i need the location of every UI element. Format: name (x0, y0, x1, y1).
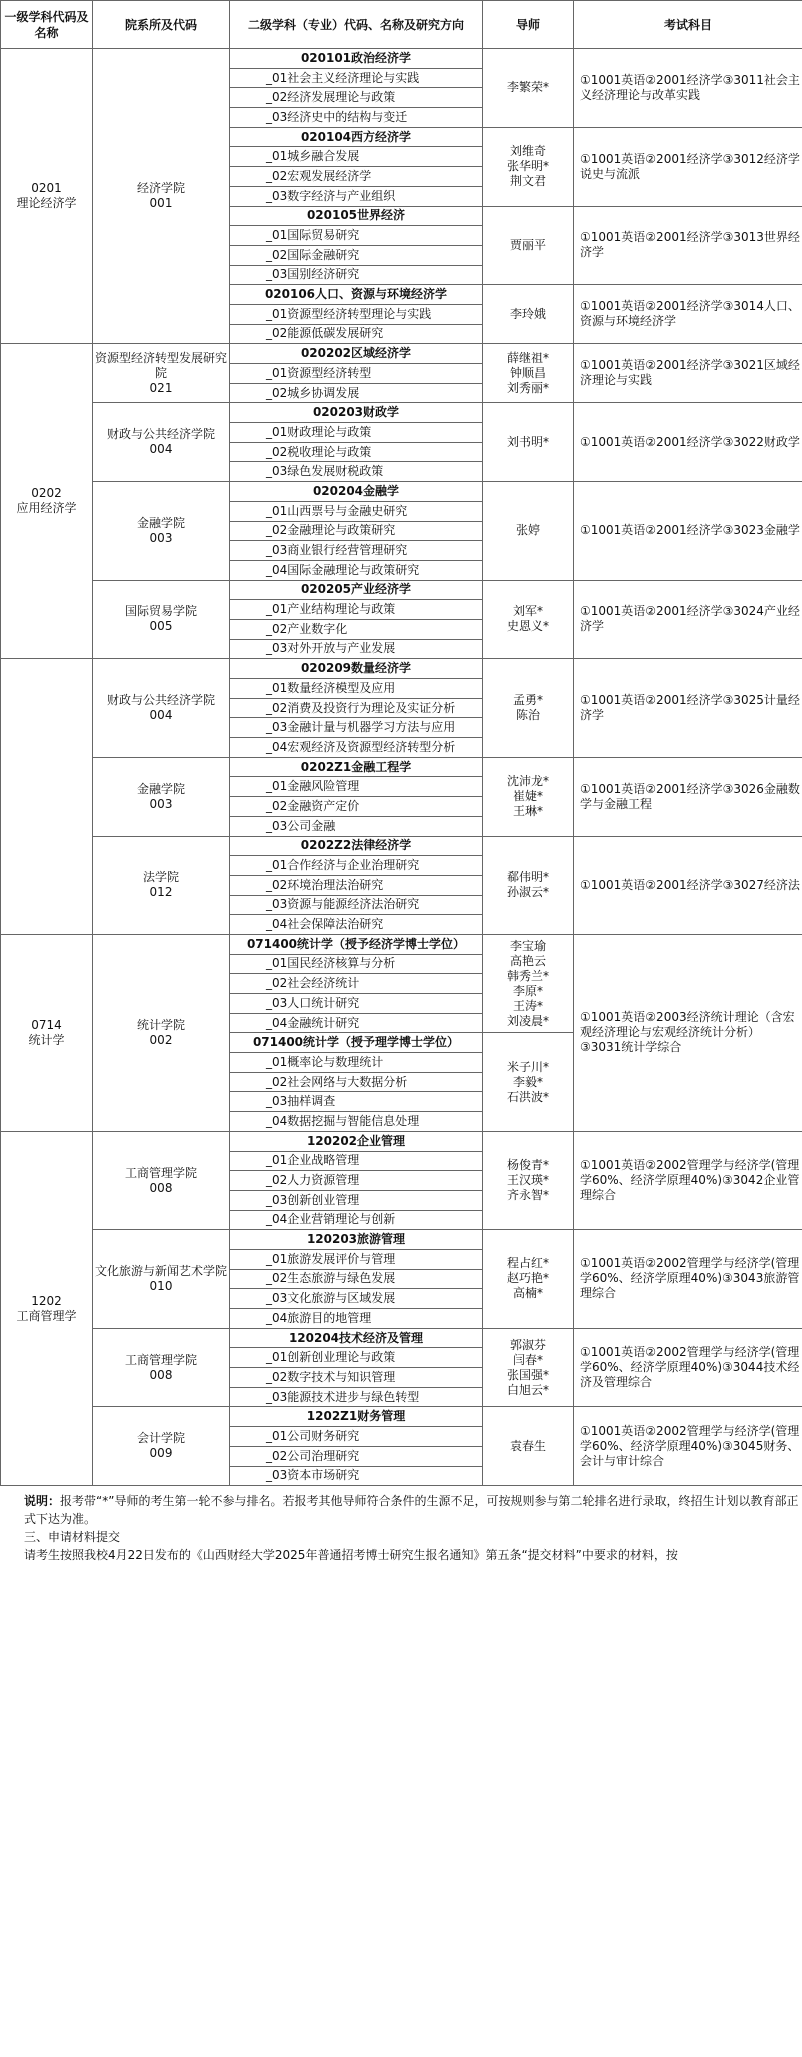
direction-item: _03资本市场研究 (230, 1466, 483, 1486)
advisor-cell: 李宝瑜 高艳云 韩秀兰* 李原* 王涛* 刘凌晨* (483, 934, 574, 1032)
direction-item: _01国民经济核算与分析 (230, 954, 483, 974)
direction-item: _01创新创业理论与政策 (230, 1348, 483, 1368)
advisor-cell: 李玲娥 (483, 285, 574, 344)
direction-item: _03资源与能源经济法治研究 (230, 895, 483, 915)
direction-item: _02金融资产定价 (230, 797, 483, 817)
header-exam: 考试科目 (574, 1, 802, 49)
advisor-cell: 程占红* 赵巧艳* 高楠* (483, 1230, 574, 1328)
direction-item: _01财政理论与政策 (230, 423, 483, 443)
direction-item: _03人口统计研究 (230, 994, 483, 1014)
direction-item: _03对外开放与产业发展 (230, 639, 483, 659)
direction-item: _03绿色发展财税政策 (230, 462, 483, 482)
major-title: 120203旅游管理 (230, 1230, 483, 1250)
direction-item: _02城乡协调发展 (230, 383, 483, 403)
direction-item: _02公司治理研究 (230, 1446, 483, 1466)
direction-item: _03国别经济研究 (230, 265, 483, 285)
direction-item: _01金融风险管理 (230, 777, 483, 797)
direction-item: _03公司金融 (230, 816, 483, 836)
major-row (1, 49, 802, 69)
direction-item: _02消费及投资行为理论及实证分析 (230, 698, 483, 718)
department-cell: 统计学院 002 (93, 934, 230, 1131)
direction-item: _01合作经济与企业治理研究 (230, 856, 483, 876)
department-cell: 资源型经济转型发展研究院 021 (93, 344, 230, 403)
major-row (1, 344, 802, 364)
exam-cell: ①1001英语②2001经济学③3012经济学说史与流派 (574, 127, 802, 206)
direction-item: _02税收理论与政策 (230, 442, 483, 462)
direction-item: _01国际贸易研究 (230, 226, 483, 246)
direction-item: _02经济发展理论与政策 (230, 88, 483, 108)
direction-item: _02人力资源管理 (230, 1171, 483, 1191)
direction-item: _03抽样调查 (230, 1092, 483, 1112)
advisor-cell: 郭淑芬 闫春* 张国强* 白旭云* (483, 1328, 574, 1407)
major-title: 020104西方经济学 (230, 127, 483, 147)
exam-cell: ①1001英语②2001经济学③3023金融学 (574, 482, 802, 580)
major-row (1, 1407, 802, 1427)
direction-item: _01城乡融合发展 (230, 147, 483, 167)
department-cell: 工商管理学院 008 (93, 1131, 230, 1229)
direction-item: _04金融统计研究 (230, 1013, 483, 1033)
discipline-cell: 1202 工商管理学 (1, 1131, 93, 1485)
department-cell: 金融学院 003 (93, 482, 230, 580)
major-title: 020105世界经济 (230, 206, 483, 226)
discipline-cell (1, 659, 93, 935)
direction-item: _02国际金融研究 (230, 245, 483, 265)
department-cell: 财政与公共经济学院 004 (93, 659, 230, 757)
major-row (1, 1230, 802, 1250)
direction-item: _01产业结构理论与政策 (230, 600, 483, 620)
direction-item: _01社会主义经济理论与实践 (230, 68, 483, 88)
note-block (0, 1492, 802, 1564)
direction-item: _02生态旅游与绿色发展 (230, 1269, 483, 1289)
direction-item: _03商业银行经营管理研究 (230, 541, 483, 561)
direction-item: _04企业营销理论与创新 (230, 1210, 483, 1230)
advisor-cell: 沈沛龙* 崔婕* 王琳* (483, 757, 574, 836)
major-title: 020203财政学 (230, 403, 483, 423)
direction-item: _03能源技术进步与绿色转型 (230, 1387, 483, 1407)
major-row (1, 934, 802, 954)
note-continuation: 请考生按照我校4月22日发布的《山西财经大学2025年普通招考博士研究生报名通知》第五条“提交材料”中要求的材料，按 (24, 1548, 678, 1563)
discipline-cell: 0201 理论经济学 (1, 49, 93, 344)
exam-cell: ①1001英语②2001经济学③3011社会主义经济理论与改革实践 (574, 49, 802, 128)
advisor-cell: 贾丽平 (483, 206, 574, 285)
discipline-cell: 0202 应用经济学 (1, 344, 93, 659)
major-title: 020101政治经济学 (230, 49, 483, 69)
header-major: 二级学科（专业）代码、名称及研究方向 (230, 1, 483, 49)
direction-item: _02金融理论与政策研究 (230, 521, 483, 541)
department-cell: 国际贸易学院 005 (93, 580, 230, 659)
advisor-cell: 张婷 (483, 482, 574, 580)
exam-cell: ①1001英语②2001经济学③3014人口、资源与环境经济学 (574, 285, 802, 344)
note-text: 报考带“*”导师的考生第一轮不参与排名。若报考其他导师符合条件的生源不足，可按规则参与第二轮排名进行录取，终招生计划以教育部正式下达为准。 (24, 1494, 799, 1527)
advisor-cell: 刘书明* (483, 403, 574, 482)
direction-item: _02产业数字化 (230, 619, 483, 639)
major-title: 020204金融学 (230, 482, 483, 502)
direction-item: _01资源型经济转型理论与实践 (230, 304, 483, 324)
advisor-cell: 郗伟明* 孙淑云* (483, 836, 574, 934)
direction-item: _01概率论与数理统计 (230, 1053, 483, 1073)
direction-item: _02数字技术与知识管理 (230, 1368, 483, 1388)
major-title: 120204技术经济及管理 (230, 1328, 483, 1348)
direction-item: _03文化旅游与区域发展 (230, 1289, 483, 1309)
department-cell: 经济学院 001 (93, 49, 230, 344)
section-heading: 三、申请材料提交 (24, 1530, 121, 1545)
note-label: 说明： (24, 1494, 61, 1509)
direction-item: _04旅游目的地管理 (230, 1309, 483, 1329)
direction-item: _02宏观发展经济学 (230, 167, 483, 187)
direction-item: _01山西票号与金融史研究 (230, 501, 483, 521)
major-row (1, 757, 802, 777)
major-title: 071400统计学（授予经济学博士学位） (230, 934, 483, 954)
department-cell: 会计学院 009 (93, 1407, 230, 1486)
direction-item: _03金融计量与机器学习方法与应用 (230, 718, 483, 738)
major-title: 120202企业管理 (230, 1131, 483, 1151)
major-title: 071400统计学（授予理学博士学位） (230, 1033, 483, 1053)
advisor-cell: 米子川* 李毅* 石洪波* (483, 1033, 574, 1131)
advisor-cell: 李繁荣* (483, 49, 574, 128)
exam-cell: ①1001英语②2001经济学③3027经济法 (574, 836, 802, 934)
direction-item: _01企业战略管理 (230, 1151, 483, 1171)
exam-cell: ①1001英语②2003经济统计理论（含宏观经济理论与宏观经济统计分析）③3031统计学综合 (574, 934, 802, 1131)
direction-item: _03数字经济与产业组织 (230, 186, 483, 206)
major-row (1, 580, 802, 600)
major-title: 020106人口、资源与环境经济学 (230, 285, 483, 305)
major-title: 1202Z1财务管理 (230, 1407, 483, 1427)
major-title: 020209数量经济学 (230, 659, 483, 679)
major-row (1, 659, 802, 679)
direction-item: _03经济史中的结构与变迁 (230, 108, 483, 128)
exam-cell: ①1001英语②2001经济学③3021区域经济理论与实践 (574, 344, 802, 403)
advisor-cell: 袁春生 (483, 1407, 574, 1486)
header-advisor: 导师 (483, 1, 574, 49)
major-title: 0202Z1金融工程学 (230, 757, 483, 777)
direction-item: _02环境治理法治研究 (230, 875, 483, 895)
header-department: 院系所及代码 (93, 1, 230, 49)
direction-item: _01旅游发展评价与管理 (230, 1249, 483, 1269)
major-title: 0202Z2法律经济学 (230, 836, 483, 856)
note-line (0, 1492, 802, 1528)
department-cell: 工商管理学院 008 (93, 1328, 230, 1407)
department-cell: 财政与公共经济学院 004 (93, 403, 230, 482)
exam-cell: ①1001英语②2002管理学与经济学(管理学60%、经济学原理40%)③3045财务、会计与审计综合 (574, 1407, 802, 1486)
direction-item: _01公司财务研究 (230, 1427, 483, 1447)
advisor-cell: 薛继祖* 钟顺昌 刘秀丽* (483, 344, 574, 403)
exam-cell: ①1001英语②2002管理学与经济学(管理学60%、经济学原理40%)③3044技术经济及管理综合 (574, 1328, 802, 1407)
exam-cell: ①1001英语②2001经济学③3013世界经济学 (574, 206, 802, 285)
exam-cell: ①1001英语②2001经济学③3026金融数学与金融工程 (574, 757, 802, 836)
direction-item: _01资源型经济转型 (230, 364, 483, 384)
header-row (1, 1, 802, 49)
major-title: 020205产业经济学 (230, 580, 483, 600)
discipline-cell: 0714 统计学 (1, 934, 93, 1131)
department-cell: 法学院 012 (93, 836, 230, 934)
direction-item: _02社会网络与大数据分析 (230, 1072, 483, 1092)
direction-item: _04国际金融理论与政策研究 (230, 560, 483, 580)
major-row (1, 482, 802, 502)
direction-item: _02社会经济统计 (230, 974, 483, 994)
advisor-cell: 杨俊青* 王汉瑛* 齐永智* (483, 1131, 574, 1229)
direction-item: _02能源低碳发展研究 (230, 324, 483, 344)
direction-item: _03创新创业管理 (230, 1190, 483, 1210)
exam-cell: ①1001英语②2002管理学与经济学(管理学60%、经济学原理40%)③3043旅游管理综合 (574, 1230, 802, 1328)
exam-cell: ①1001英语②2001经济学③3024产业经济学 (574, 580, 802, 659)
direction-item: _04宏观经济及资源型经济转型分析 (230, 738, 483, 758)
major-title: 020202区域经济学 (230, 344, 483, 364)
exam-cell: ①1001英语②2002管理学与经济学(管理学60%、经济学原理40%)③3042企业管理综合 (574, 1131, 802, 1229)
major-row (1, 836, 802, 856)
exam-cell: ①1001英语②2001经济学③3025计量经济学 (574, 659, 802, 757)
advisor-cell: 刘军* 史恩义* (483, 580, 574, 659)
exam-cell: ①1001英语②2001经济学③3022财政学 (574, 403, 802, 482)
major-row (1, 1328, 802, 1348)
direction-item: _01数量经济模型及应用 (230, 679, 483, 699)
department-cell: 金融学院 003 (93, 757, 230, 836)
direction-item: _04社会保障法治研究 (230, 915, 483, 935)
major-row (1, 403, 802, 423)
header-discipline: 一级学科代码及名称 (1, 1, 93, 49)
major-row (1, 1131, 802, 1151)
direction-item: _04数据挖掘与智能信息处理 (230, 1112, 483, 1132)
department-cell: 文化旅游与新闻艺术学院 010 (93, 1230, 230, 1328)
advisor-cell: 刘维奇 张华明* 荆文君 (483, 127, 574, 206)
advisor-cell: 孟勇* 陈治 (483, 659, 574, 757)
